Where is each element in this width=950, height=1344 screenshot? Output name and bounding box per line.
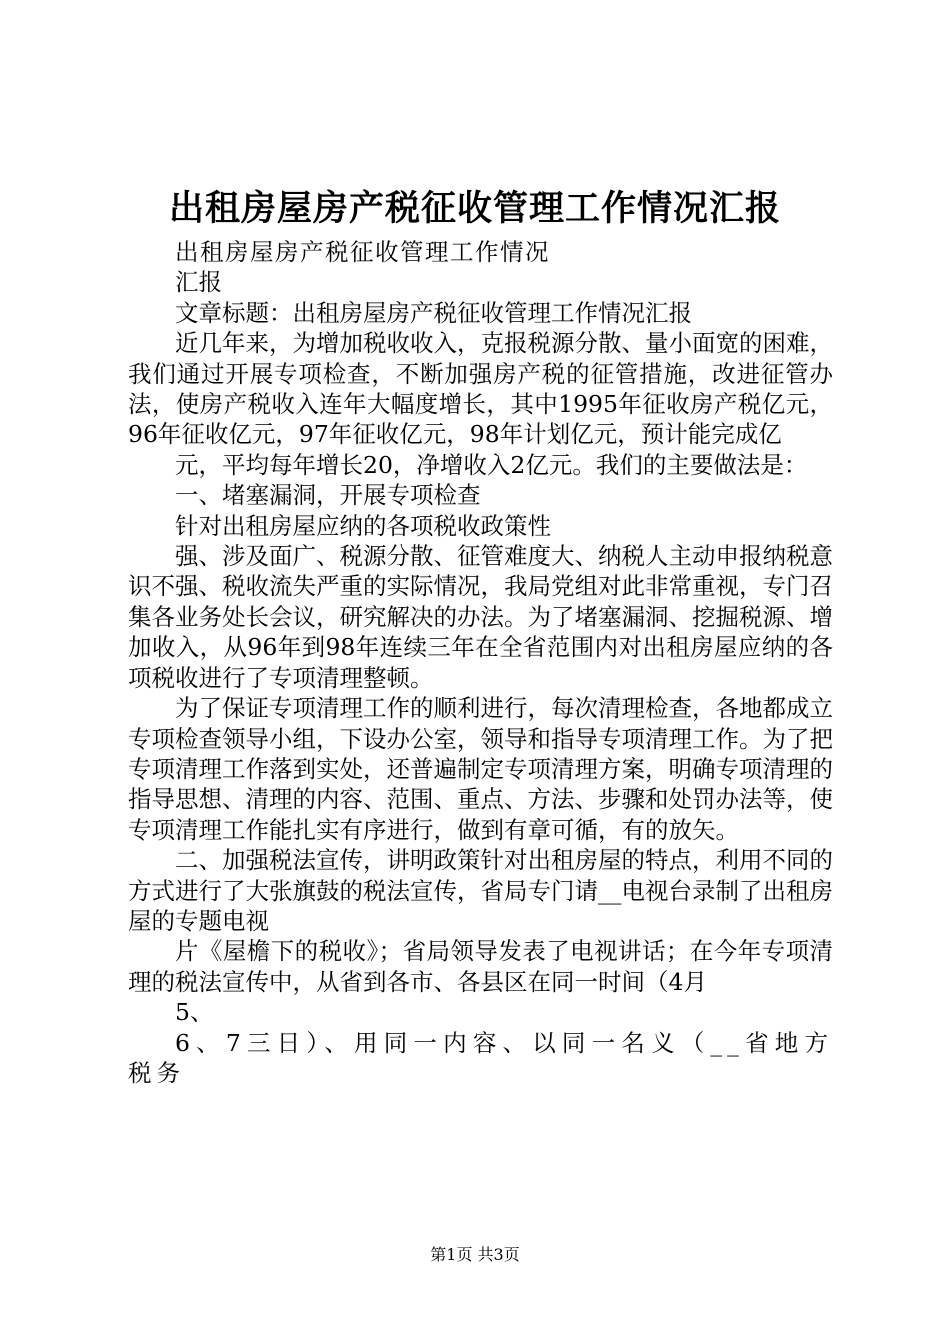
paragraph-intro: 近几年来，为增加税收收入，克报税源分散、量小面宽的困难，我们通过开展专项检查，不断加强房产税的征管措施，改进征管办法，使房产税收入连年大幅度增长，其中1995年征收房产税亿元，96年征收亿元，97年征收亿元，98年计划亿元，预计能完成亿 <box>128 329 833 449</box>
paragraph-intro-cont: 元，平均每年增长20，净增收入2亿元。我们的主要做法是： <box>175 450 808 479</box>
paragraph-policy-cont: 强、涉及面广、税源分散、征管难度大、纳税人主动申报纳税意识不强、税收流失严重的实际情况，我局党组对此非常重视，专门召集各业务处长会议，研究解决的办法。为了堵塞漏洞、挖掘税源、增加收入，从96年到98年连续三年在全省范围内对出租房屋应纳的各项税收进行了专项清理整顿。 <box>128 542 833 692</box>
section-heading-1: 一、堵塞漏洞，开展专项检查 <box>175 481 481 510</box>
paragraph-date-cont: 6、7三日）、用同一内容、以同一名义（__省地方税务 <box>128 1028 833 1087</box>
paragraph-subtitle: 出租房屋房产税征收管理工作情况 <box>175 238 550 266</box>
document-title: 出租房屋房产税征收管理工作情况汇报 <box>168 188 781 229</box>
paragraph-article-title: 文章标题：出租房屋房产税征收管理工作情况汇报 <box>175 298 692 327</box>
paragraph-subtitle-cont: 汇报 <box>175 268 222 297</box>
paragraph-date-fragment: 5、 <box>175 998 214 1027</box>
paragraph-policy: 针对出租房屋应纳的各项税收政策性 <box>175 511 551 540</box>
paragraph-cleanup: 为了保证专项清理工作的顺利进行，每次清理检查，各地都成立专项检查领导小组，下设办公室，领导和指导专项清理工作。为了把专项清理工作落到实处，还普遍制定专项清理方案，明确专项清理的指导思想、清理的内容、范围、重点、方法、步骤和处罚办法等，使专项清理工作能扎实有序进行，做到有章可循，有的放矢。 <box>128 694 833 844</box>
paragraph-publicity: 片《屋檐下的税收》；省局领导发表了电视讲话；在今年专项清理的税法宣传中，从省到各市、各县区在同一时间（4月 <box>128 937 833 996</box>
document-body <box>128 237 833 1088</box>
page-footer: 第1页 共3页 <box>430 1245 520 1264</box>
section-heading-2: 二、加强税法宣传，讲明政策针对出租房屋的特点，利用不同的方式进行了大张旗鼓的税法宣传，省局专门请__电视台录制了出租房屋的专题电视 <box>128 846 833 935</box>
